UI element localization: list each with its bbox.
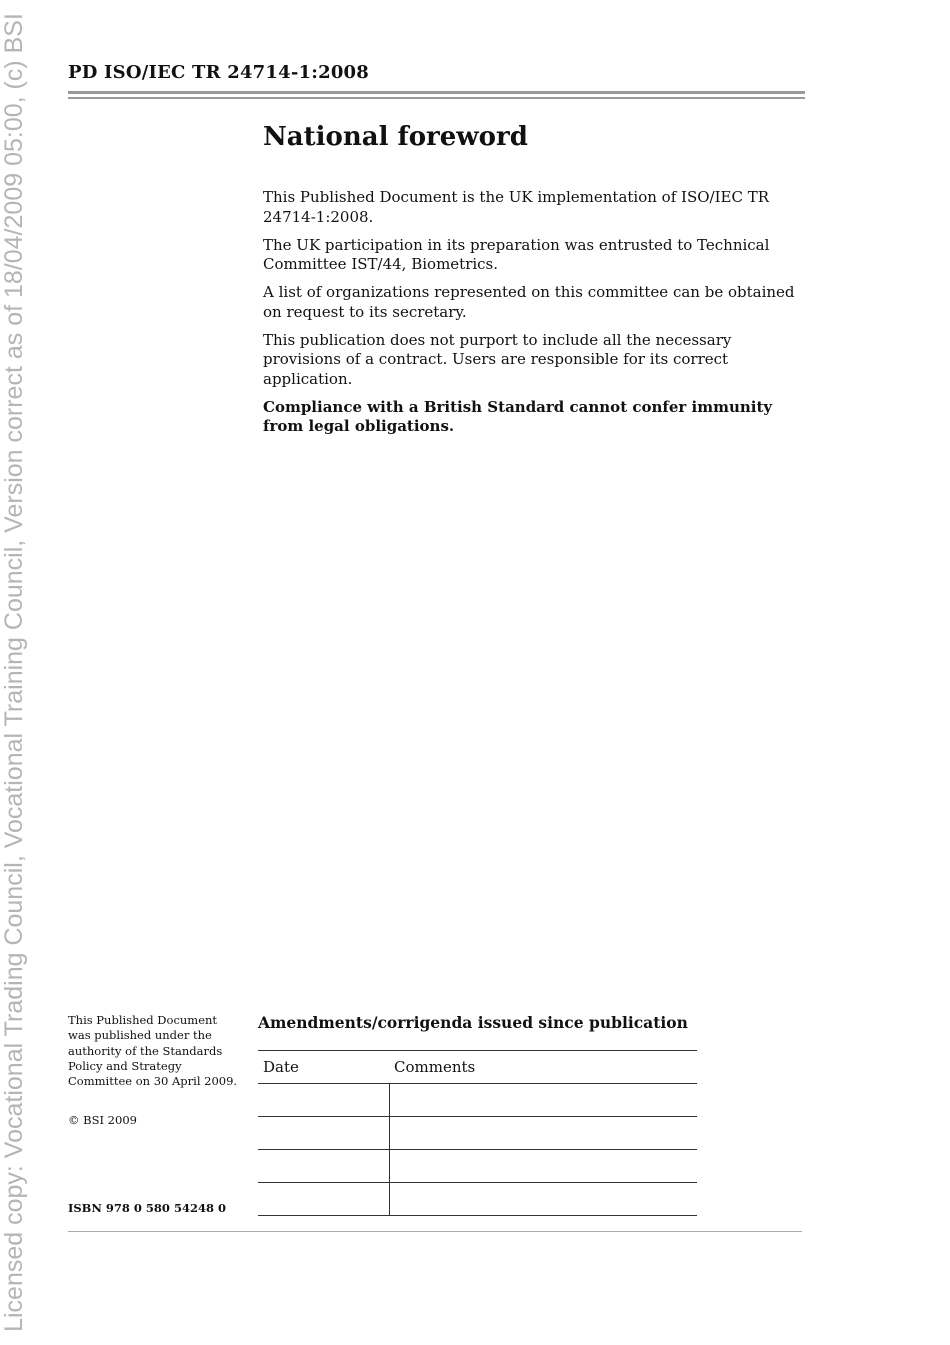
date-cell — [258, 1117, 389, 1150]
page-title: National foreword — [263, 122, 528, 152]
paragraph-implementation: This Published Document is the UK implementation of ISO/IEC TR 24714-1:2008. — [263, 188, 770, 226]
table-header-row — [258, 1051, 697, 1084]
comments-cell — [389, 1150, 697, 1183]
column-header-date: Date — [258, 1051, 389, 1084]
comments-cell — [389, 1084, 697, 1117]
comments-cell — [389, 1183, 697, 1216]
publication-statement: This Published Document was published under the authority of the Standards Policy and Strategy Committee on 30 April 2009. — [68, 1013, 238, 1089]
header-rule — [68, 91, 805, 94]
amendments-table — [258, 1050, 697, 1216]
foreword-body — [263, 188, 808, 445]
paragraph-organizations: A list of organizations represented on this committee can be obtained on request to its secretary. — [263, 283, 795, 321]
header-rule-secondary — [68, 97, 805, 99]
amendments-title: Amendments/corrigenda issued since publication — [258, 1013, 688, 1032]
compliance-statement: Compliance with a British Standard cannot confer immunity from legal obligations. — [263, 397, 773, 435]
isbn: ISBN 978 0 580 54248 0 — [68, 1201, 226, 1215]
license-watermark: Licensed copy: Vocational Trading Council, Vocational Training Council, Version correct as of 18/04/2009 05:00, (c) BSI — [0, 13, 28, 1332]
column-header-comments: Comments — [389, 1051, 697, 1084]
document-id: PD ISO/IEC TR 24714-1:2008 — [68, 62, 369, 83]
paragraph-provisions: This publication does not purport to include all the necessary provisions of a contract. Users are responsible for its correct application. — [263, 330, 732, 388]
footer-rule — [68, 1231, 802, 1232]
paragraph-participation: The UK participation in its preparation was entrusted to Technical Committee IST/44, Biometrics. — [263, 235, 770, 273]
table-row — [258, 1084, 697, 1117]
comments-cell — [389, 1117, 697, 1150]
table-row — [258, 1183, 697, 1216]
copyright-notice: © BSI 2009 — [68, 1113, 137, 1127]
table-row — [258, 1117, 697, 1150]
publication-note — [68, 1013, 238, 1089]
date-cell — [258, 1150, 389, 1183]
date-cell — [258, 1084, 389, 1117]
date-cell — [258, 1183, 389, 1216]
table-row — [258, 1150, 697, 1183]
